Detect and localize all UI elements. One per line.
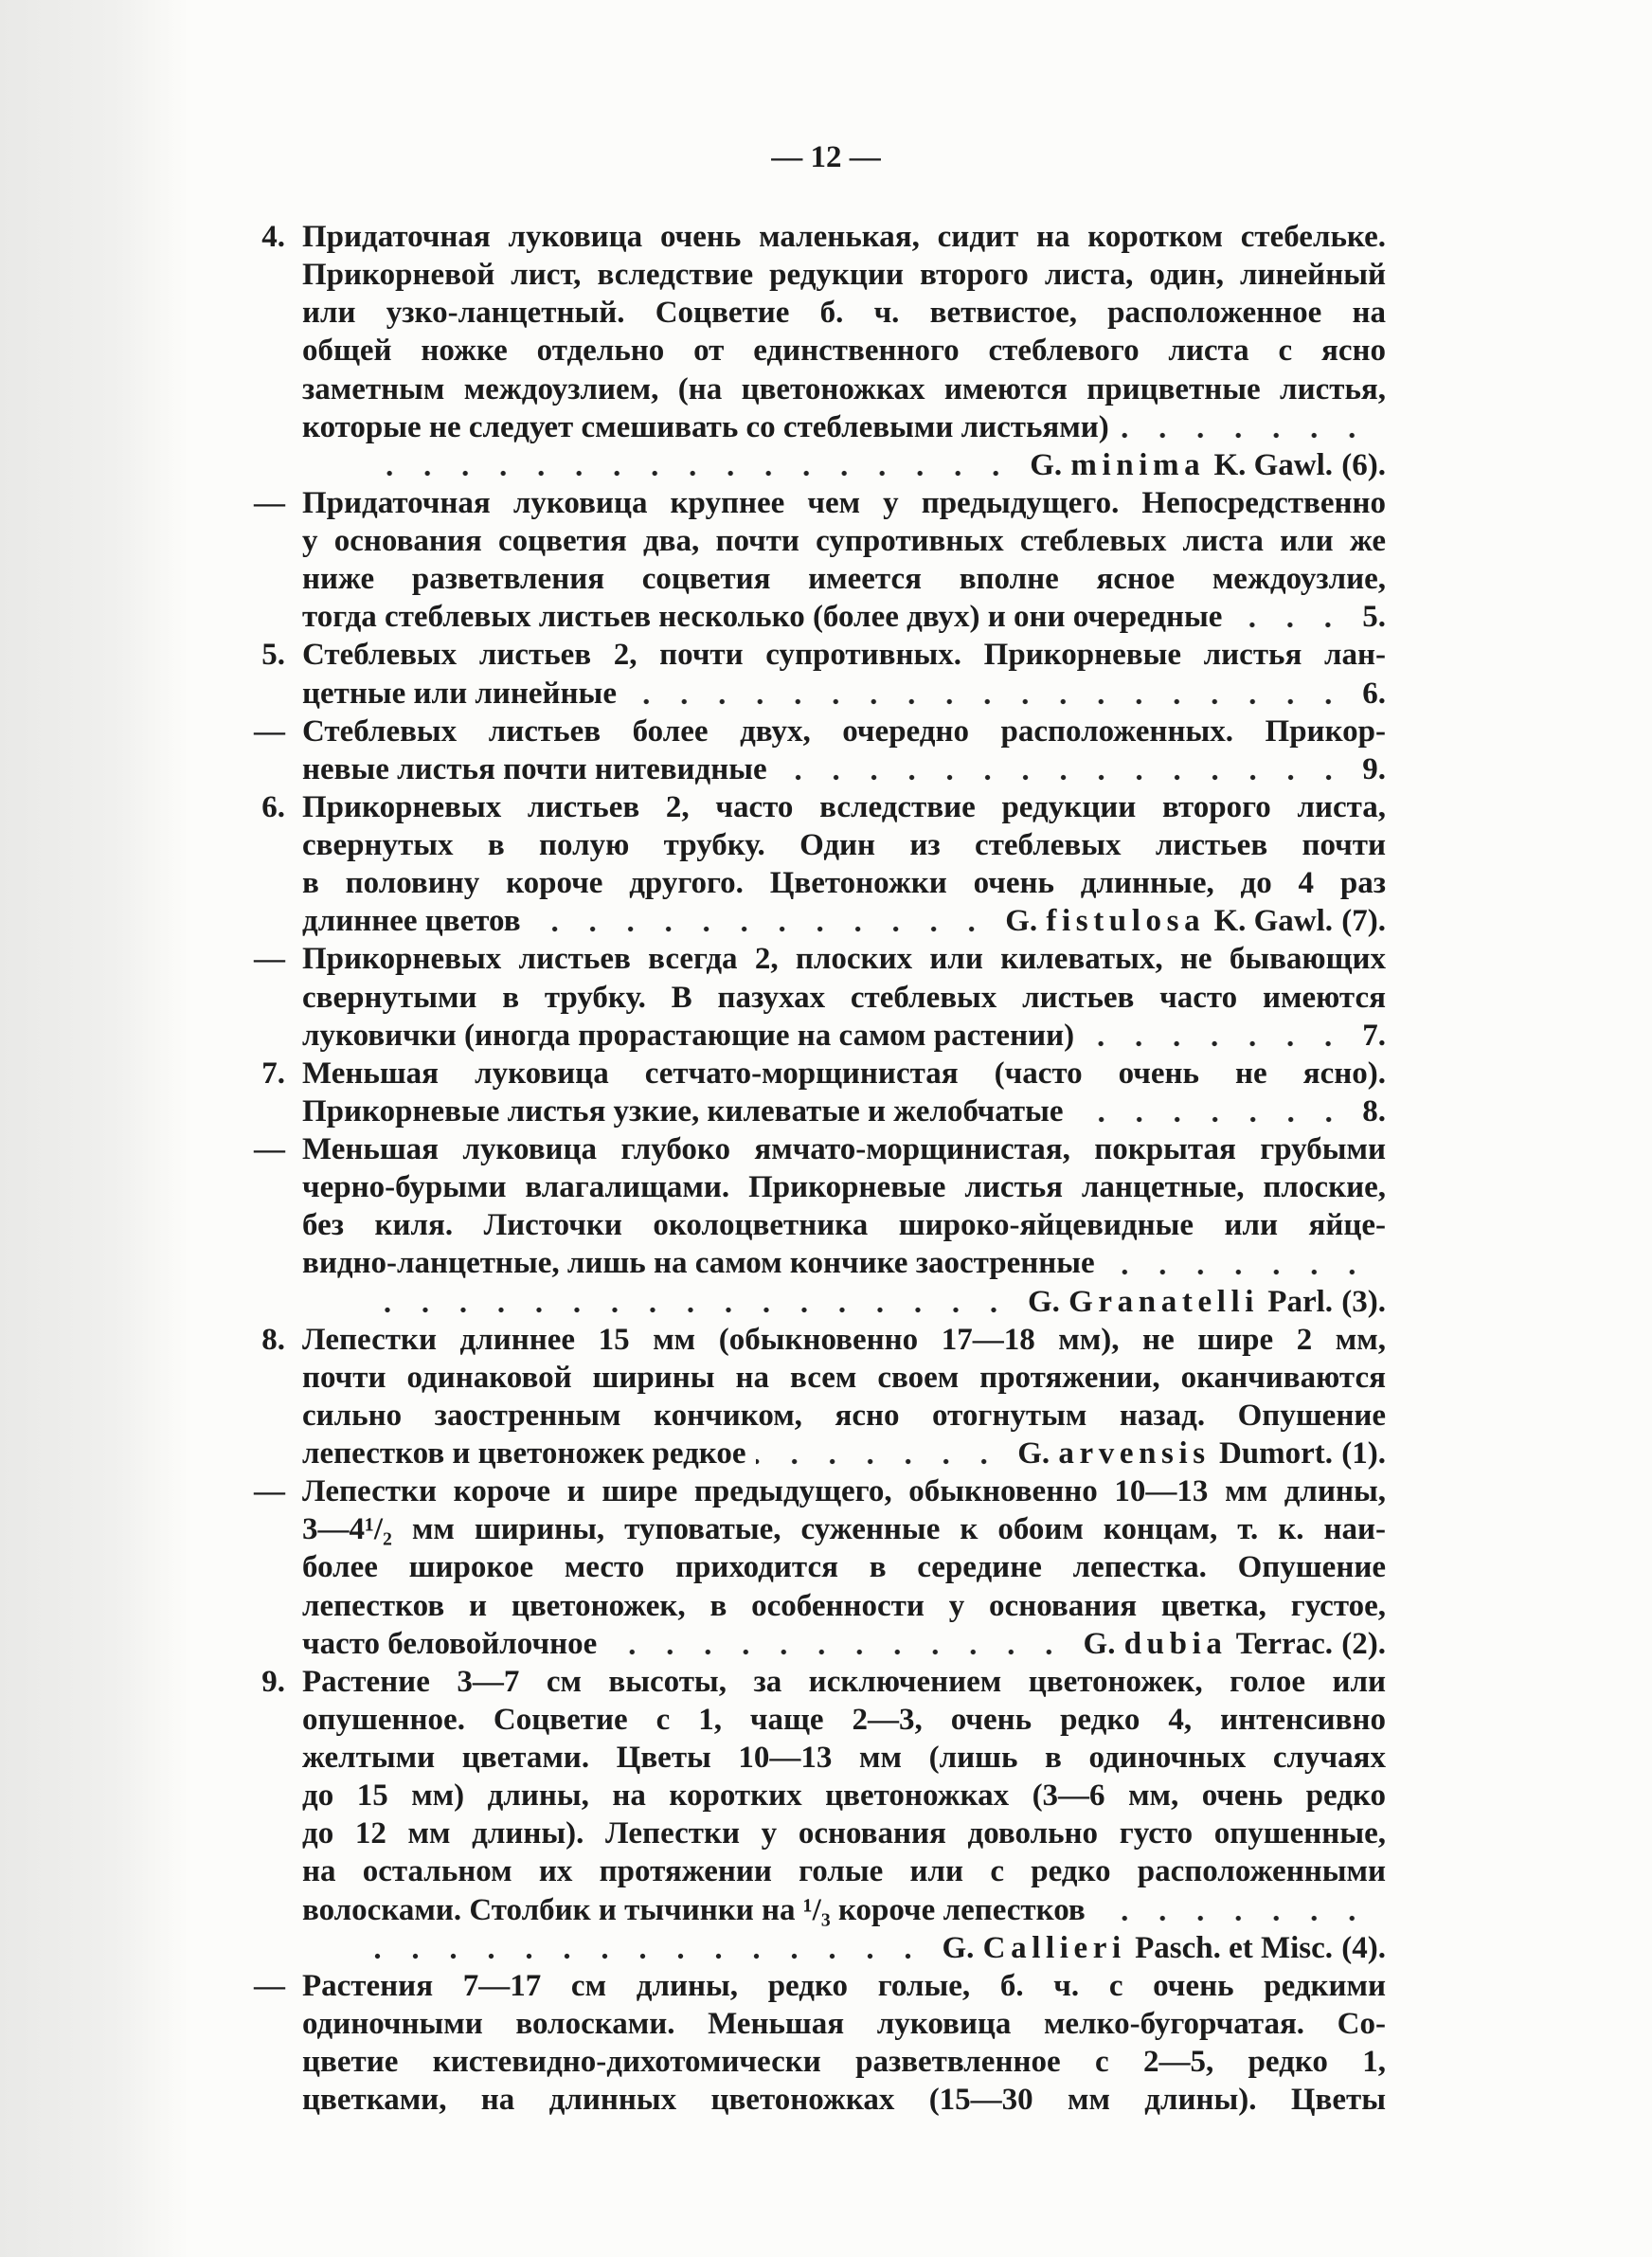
- species-ref: (6).: [1341, 447, 1386, 482]
- species-reference: [1028, 1283, 1386, 1321]
- lead-number: 6.: [1362, 676, 1386, 711]
- text-line: [302, 1625, 1386, 1663]
- couplet-marker: —: [254, 485, 285, 520]
- species-genus: G.: [1027, 1284, 1060, 1319]
- line-text: длиннее цветов: [302, 904, 521, 939]
- dot-leader: [1104, 1244, 1376, 1282]
- line-text: цетные или линейные: [302, 676, 617, 711]
- identification-key: [254, 218, 1386, 2119]
- species-author: Pasch. et Misc.: [1135, 1930, 1334, 1965]
- text-line: Лепестки короче и шире предыдущего, обыкновенно 10—13 мм длины,: [302, 1474, 1386, 1509]
- text-line: черно-бурыми влагалищами. Прикорневые листья ланцетные, плоские,: [302, 1170, 1386, 1205]
- line-text: лепестков и цветоножек редкое: [302, 1436, 746, 1471]
- text-line: Стеблевых листьев более двух, очередно расположенных. Прикор-: [302, 713, 1386, 749]
- species-author: Dumort.: [1218, 1436, 1334, 1471]
- text-line: более широкое место приходится в середине лепестка. Опушение: [302, 1550, 1386, 1585]
- text-line: 3—4¹/₂ мм ширины, туповатые, суженные к обоим концам, т. к. наи-: [302, 1512, 1386, 1547]
- couplet-marker: —: [254, 942, 285, 977]
- couplet-marker: 9.: [261, 1664, 285, 1699]
- text-line: Меньшая луковица сетчато-морщинистая (часто очень не ясно).: [302, 1056, 1386, 1091]
- text-line: Придаточная луковица очень маленькая, сидит на коротком стебельке.: [302, 220, 1386, 254]
- text-line: цветками, на длинных цветоножках (15—30 мм длины). Цветы: [302, 2083, 1386, 2118]
- dot-leader: [357, 446, 1020, 484]
- species-ref: (4).: [1341, 1930, 1386, 1965]
- text-line: [302, 1017, 1386, 1055]
- text-line: почти одинаковой ширины на всем своем протяжении, оканчиваются: [302, 1360, 1386, 1395]
- text-line: в половину короче другого. Цветоножки очень длинные, до 4 раз: [302, 866, 1386, 901]
- text-line: [302, 446, 1386, 484]
- species-name: arvensis: [1058, 1436, 1211, 1471]
- line-text: Прикорневые листья узкие, килеватые и желобчатые: [302, 1093, 1064, 1128]
- couplet-marker: —: [254, 1474, 285, 1509]
- species-name: Callieri: [982, 1930, 1126, 1965]
- scan-edge-shading: [0, 0, 189, 2257]
- key-couplet: [261, 788, 1386, 941]
- species-name: minima: [1070, 447, 1206, 482]
- text-line: Растения 7—17 см длины, редко голые, б. ч. с очень редкими: [302, 1968, 1386, 2003]
- dot-leader: [357, 1929, 933, 1967]
- species-ref: (3).: [1341, 1284, 1386, 1319]
- dot-leader: [606, 1625, 1073, 1663]
- page-number: — 12 —: [771, 140, 881, 174]
- text-line: [302, 408, 1386, 446]
- lead-number: 8.: [1362, 1093, 1386, 1128]
- text-line: Прикорневых листьев 2, часто вследствие редукции второго листа,: [302, 789, 1386, 824]
- text-line: [302, 902, 1386, 940]
- text-line: Меньшая луковица глубоко ямчато-морщинистая, покрытая грубыми: [302, 1132, 1386, 1166]
- text-line: [302, 1283, 1386, 1321]
- species-genus: G.: [942, 1930, 975, 1965]
- line-text: невые листья почти нитевидные: [302, 751, 767, 786]
- line-text: видно-ланцетные, лишь на самом кончике заостренные: [302, 1246, 1095, 1281]
- text-line: на остальном их протяжении голые или с редко расположенными: [302, 1854, 1386, 1889]
- text-line: [302, 675, 1386, 713]
- species-author: Terrac.: [1235, 1626, 1334, 1661]
- text-line: общей ножке отдельно от единственного стеблевого листа с ясно: [302, 334, 1386, 369]
- key-couplet: [254, 940, 1386, 1054]
- text-line: ниже разветвления соцветия имеется вполне ясное междоузлие,: [302, 562, 1386, 597]
- line-text: тогда стеблевых листьев несколько (более двух) и они очередные: [302, 600, 1223, 635]
- text-line: желтыми цветами. Цветы 10—13 мм (лишь в одиночных случаях: [302, 1741, 1386, 1775]
- text-line: [302, 1891, 1386, 1929]
- dot-leader: [1231, 598, 1353, 636]
- couplet-marker: 6.: [261, 789, 285, 824]
- species-name: Granatelli: [1068, 1284, 1260, 1319]
- species-genus: G.: [1005, 904, 1038, 939]
- lead-number: 5.: [1362, 600, 1386, 635]
- text-line: или узко-ланцетный. Соцветие б. ч. ветвистое, расположенное на: [302, 296, 1386, 331]
- text-line: до 12 мм длины). Лепестки у основания довольно густо опушенные,: [302, 1816, 1386, 1851]
- species-author: Parl.: [1267, 1284, 1334, 1319]
- lead-number: 7.: [1362, 1018, 1386, 1053]
- species-author: K. Gawl.: [1213, 447, 1334, 482]
- key-couplet: [261, 1663, 1386, 1967]
- dot-leader: [1119, 408, 1376, 446]
- text-line: [302, 1092, 1386, 1130]
- key-couplet: [254, 484, 1386, 637]
- dot-leader: [1095, 1891, 1376, 1929]
- species-genus: G.: [1030, 447, 1063, 482]
- line-text: часто беловойлочное: [302, 1626, 598, 1661]
- text-line: [302, 598, 1386, 636]
- species-ref: (2).: [1341, 1626, 1386, 1661]
- text-line: цветие кистевидно-дихотомически разветвленное с 2—5, редко 1,: [302, 2045, 1386, 2079]
- key-couplet: [254, 1130, 1386, 1321]
- key-couplet: [254, 713, 1386, 788]
- couplet-marker: 4.: [261, 220, 285, 254]
- text-line: сильно заостренным кончиком, ясно отогнутым назад. Опушение: [302, 1398, 1386, 1433]
- text-line: [302, 1244, 1386, 1282]
- text-line: без киля. Листочки околоцветника широко-яйцевидные или яйце-: [302, 1208, 1386, 1243]
- couplet-marker: 7.: [261, 1056, 285, 1091]
- text-line: Прикорневой лист, вследствие редукции второго листа, один, линейный: [302, 258, 1386, 293]
- key-couplet: [254, 1967, 1386, 2120]
- species-reference: [1030, 446, 1386, 484]
- dot-leader: [357, 1283, 1018, 1321]
- text-line: у основания соцветия два, почти супротивных стеблевых листа или же: [302, 524, 1386, 558]
- text-line: Растение 3—7 см высоты, за исключением цветоножек, голое или: [302, 1664, 1386, 1699]
- species-reference: [943, 1929, 1387, 1967]
- species-reference: [1005, 902, 1386, 940]
- key-couplet: [261, 218, 1386, 484]
- line-text: которые не следует смешивать со стеблевыми листьями): [302, 409, 1109, 444]
- text-line: Придаточная луковица крупнее чем у предыдущего. Непосредственно: [302, 485, 1386, 520]
- species-genus: G.: [1083, 1626, 1116, 1661]
- dot-leader: [530, 902, 997, 940]
- dot-leader: [626, 675, 1353, 713]
- couplet-marker: 5.: [261, 638, 285, 673]
- species-ref: (7).: [1341, 904, 1386, 939]
- species-name: dubia: [1123, 1626, 1228, 1661]
- text-line: Стеблевых листьев 2, почти супротивных. Прикорневые листья лан-: [302, 638, 1386, 673]
- species-reference: [1017, 1435, 1386, 1472]
- key-couplet: [261, 636, 1386, 712]
- text-line: [302, 1435, 1386, 1472]
- text-line: свернутыми в трубку. В пазухах стеблевых листьев часто имеются: [302, 980, 1386, 1015]
- dot-leader: [1084, 1017, 1353, 1055]
- species-author: K. Gawl.: [1213, 904, 1334, 939]
- key-couplet: [261, 1321, 1386, 1473]
- couplet-marker: —: [254, 713, 285, 749]
- text-line: лепестков и цветоножек, в особенности у основания цветка, густое,: [302, 1588, 1386, 1623]
- text-line: заметным междоузлием, (на цветоножках имеются прицветные листья,: [302, 371, 1386, 406]
- text-line: опушенное. Соцветие с 1, чаще 2—3, очень редко 4, интенсивно: [302, 1702, 1386, 1737]
- species-ref: (1).: [1341, 1436, 1386, 1471]
- dot-leader: [756, 1435, 1009, 1472]
- text-line: одиночными волосками. Меньшая луковица мелко-бугорчатая. Со-: [302, 2006, 1386, 2041]
- line-text: луковички (иногда прорастающие на самом растении): [302, 1018, 1075, 1053]
- text-line: [302, 1929, 1386, 1967]
- text-line: Прикорневых листьев всегда 2, плоских или килеватых, не бывающих: [302, 942, 1386, 977]
- key-couplet: [261, 1055, 1386, 1130]
- couplet-marker: —: [254, 1968, 285, 2003]
- species-genus: G.: [1017, 1436, 1050, 1471]
- species-name: fistulosa: [1046, 904, 1206, 939]
- lead-number: 9.: [1362, 751, 1386, 786]
- text-line: Лепестки длиннее 15 мм (обыкновенно 17—18 мм), не шире 2 мм,: [302, 1322, 1386, 1357]
- key-couplet: [254, 1472, 1386, 1663]
- dot-leader: [777, 750, 1354, 788]
- dot-leader: [1073, 1092, 1354, 1130]
- line-text: волосками. Столбик и тычинки на ¹/₃ короче лепестков: [302, 1892, 1086, 1927]
- couplet-marker: 8.: [261, 1322, 285, 1357]
- text-line: [302, 750, 1386, 788]
- text-line: свернутых в полую трубку. Один из стеблевых листьев почти: [302, 828, 1386, 862]
- couplet-marker: —: [254, 1132, 285, 1166]
- species-reference: [1084, 1625, 1386, 1663]
- text-line: до 15 мм) длины, на коротких цветоножках (3—6 мм, очень редко: [302, 1779, 1386, 1814]
